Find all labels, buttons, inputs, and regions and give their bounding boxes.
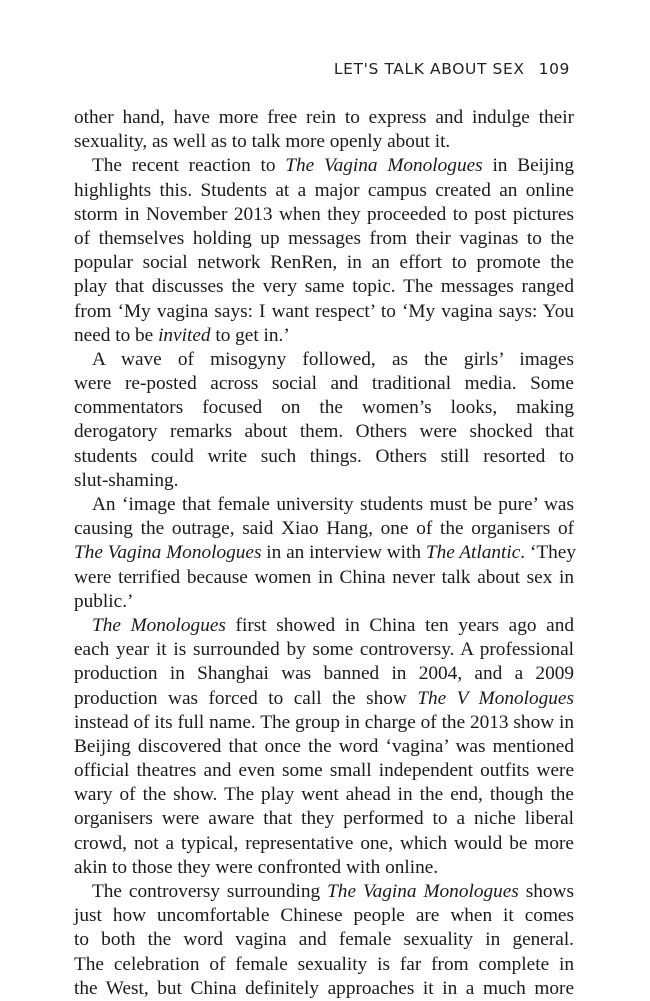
- text-span: The celebration of female sexuality is far from complete in: [74, 953, 574, 975]
- text-line: [74, 348, 574, 372]
- text-line: [74, 832, 574, 856]
- text-span: other hand, have more free rein to express and indulge their: [74, 107, 574, 128]
- text-span: crowd, not a typical, representative one, which would be more: [74, 832, 574, 854]
- text-line: [74, 614, 574, 638]
- text-line: [74, 735, 574, 759]
- text-line: [74, 541, 574, 565]
- italic-text: The Monologues: [92, 614, 226, 636]
- text-span: production in Shanghai was banned in 2004, and a 2009: [74, 663, 574, 685]
- running-head-title: LET'S TALK ABOUT SEX: [333, 60, 525, 78]
- text-line: [74, 154, 574, 178]
- text-span: from ‘My vagina says: I want respect’ to ‘My vagina says: You: [74, 300, 574, 322]
- text-span: derogatory remarks about them. Others were shocked that: [74, 421, 574, 443]
- text-span: in an interview with: [261, 542, 426, 564]
- text-span: first showed in China ten years ago and: [225, 614, 574, 636]
- text-span: production was forced to call the show: [74, 687, 418, 709]
- text-span: . ‘They: [520, 542, 576, 564]
- text-line: [74, 880, 574, 904]
- text-span: causing the outrage, said Xiao Hang, one of the organisers of: [74, 518, 574, 540]
- text-line: [74, 203, 574, 227]
- italic-text: The V Monologues: [417, 687, 574, 709]
- text-span: commentators focused on the women’s looks, making: [74, 397, 574, 419]
- text-span: in Beijing: [482, 155, 574, 177]
- text-span: An ‘image that female university students must be pure’ was: [92, 494, 574, 515]
- text-line: [74, 251, 574, 275]
- text-line: [74, 566, 574, 590]
- italic-text: The Vagina Monologues: [74, 542, 262, 564]
- text-line: [74, 687, 574, 711]
- text-line: [74, 469, 574, 493]
- italic-text: The Vagina Monologues: [285, 155, 483, 177]
- text-line: [74, 662, 574, 686]
- text-line: [74, 953, 574, 977]
- text-span: The recent reaction to: [92, 155, 286, 177]
- text-span: instead of its full name. The group in charge of the 2013 show in: [74, 711, 574, 733]
- text-span: of themselves holding up messages from their vaginas to the: [74, 227, 574, 249]
- text-span: students could write such things. Others still resorted to: [74, 445, 574, 467]
- text-line: [74, 856, 574, 880]
- text-span: need to be: [74, 324, 159, 346]
- text-span: official theatres and even some small independent outfits were: [74, 760, 574, 782]
- body-text: [74, 106, 574, 1001]
- italic-text: The Vagina Monologues: [327, 881, 519, 902]
- text-span: popular social network RenRen, in an effort to promote the: [74, 252, 574, 274]
- text-line: [74, 638, 574, 662]
- text-span: play that discusses the very same topic. The messages ranged: [74, 276, 574, 298]
- text-line: [74, 275, 574, 299]
- text-line: [74, 227, 574, 251]
- text-line: [74, 928, 574, 952]
- text-span: to both the word vagina and female sexuality in general.: [74, 929, 574, 951]
- text-span: sexuality, as well as to talk more openly about it.: [74, 131, 451, 153]
- text-span: storm in November 2013 when they proceeded to post pictures: [74, 203, 574, 225]
- text-line: [74, 493, 574, 517]
- text-span: each year it is surrounded by some controversy. A professional: [74, 639, 574, 661]
- text-line: [74, 711, 574, 735]
- text-span: akin to those they were confronted with online.: [74, 856, 439, 878]
- text-span: to get in.’: [210, 324, 290, 346]
- text-span: slut-shaming.: [74, 469, 179, 491]
- text-line: [74, 977, 574, 1001]
- text-span: the West, but China definitely approaches it in a much more: [74, 977, 574, 999]
- text-span: were re-posted across social and traditional media. Some: [74, 373, 574, 395]
- text-span: The controversy surrounding: [92, 881, 328, 902]
- text-span: shows: [518, 881, 574, 902]
- italic-text: The Atlantic: [425, 542, 521, 564]
- text-line: [74, 396, 574, 420]
- text-line: [74, 106, 574, 130]
- text-span: Beijing discovered that once the word ‘vagina’ was mentioned: [74, 735, 574, 757]
- text-line: [74, 130, 574, 154]
- page-number: 109: [538, 60, 570, 78]
- text-span: wary of the show. The play went ahead in the end, though the: [74, 784, 574, 806]
- text-line: [74, 783, 574, 807]
- text-span: just how uncomfortable Chinese people are when it comes: [74, 905, 574, 927]
- text-line: [74, 807, 574, 831]
- text-line: [74, 517, 574, 541]
- text-line: [74, 420, 574, 444]
- text-line: [74, 324, 574, 348]
- text-line: [74, 445, 574, 469]
- text-line: [74, 759, 574, 783]
- text-span: highlights this. Students at a major campus created an online: [74, 179, 574, 201]
- text-span: public.’: [74, 590, 134, 612]
- text-line: [74, 300, 574, 324]
- italic-text: invited: [158, 324, 211, 346]
- text-line: [74, 372, 574, 396]
- running-head: [334, 60, 570, 78]
- text-line: [74, 590, 574, 614]
- text-line: [74, 179, 574, 203]
- text-span: organisers were aware that they performed to a niche liberal: [74, 808, 574, 830]
- text-line: [74, 904, 574, 928]
- text-span: were terrified because women in China never talk about sex in: [74, 566, 574, 588]
- text-span: A wave of misogyny followed, as the girls’ images: [92, 348, 574, 370]
